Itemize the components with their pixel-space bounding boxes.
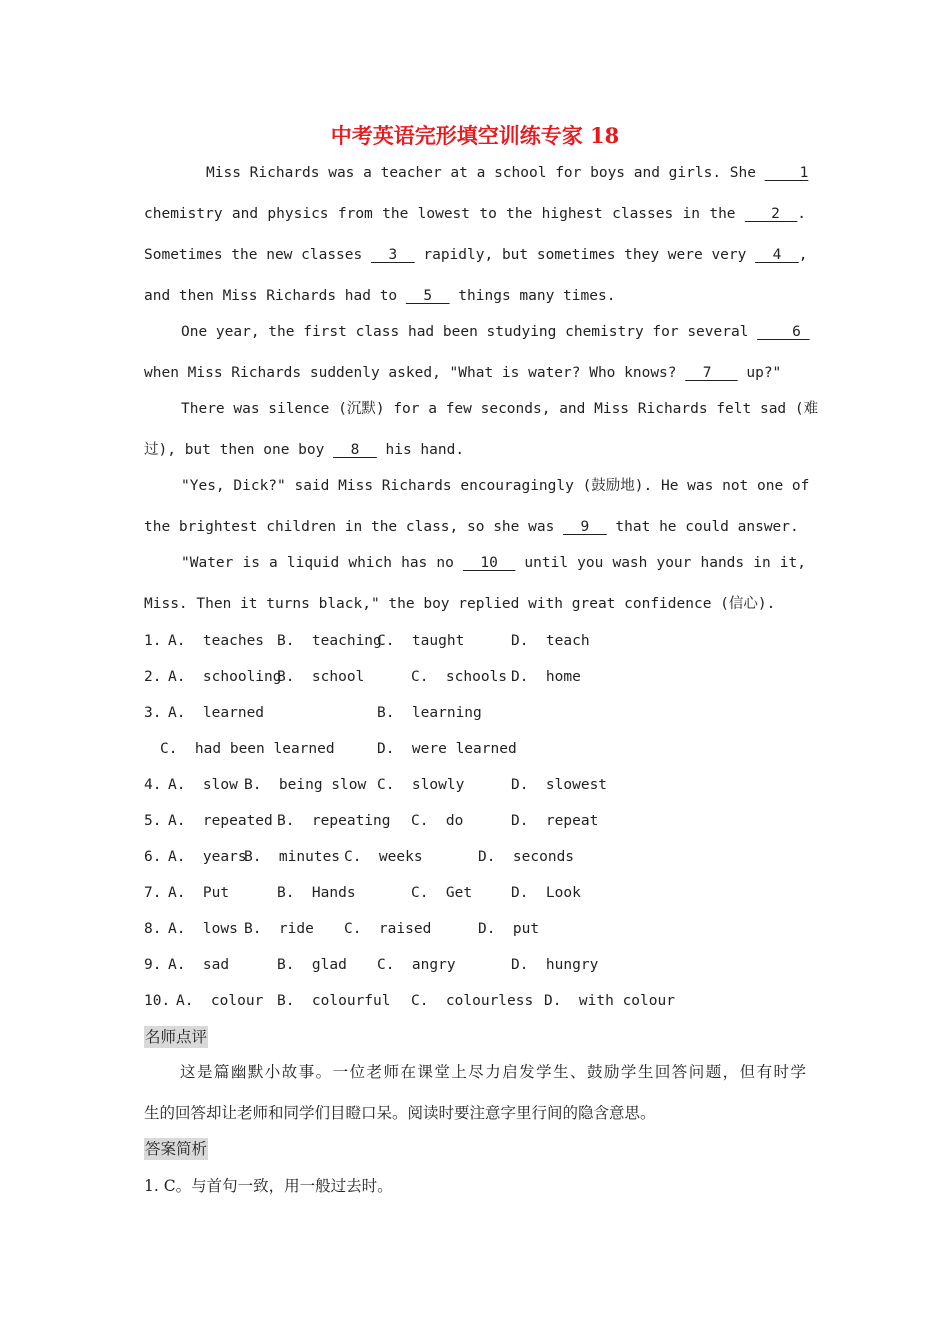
option-c: C. taught bbox=[377, 633, 465, 649]
page-title: 中考英语完形填空训练专家 18 bbox=[330, 123, 620, 148]
option-b: B. minutes bbox=[244, 849, 341, 865]
blank-8: __8__ bbox=[333, 442, 377, 458]
option-d: D. seconds bbox=[478, 849, 575, 865]
option-b: B. learning bbox=[377, 705, 482, 721]
passage-text: . bbox=[797, 206, 806, 222]
option-c: C. Get bbox=[411, 885, 473, 901]
option-row bbox=[144, 666, 844, 688]
question-number: 1. bbox=[144, 633, 162, 649]
option-row bbox=[144, 810, 844, 832]
blank-9: __9__ bbox=[563, 519, 607, 535]
passage-line: Miss. Then it turns black," the boy replied with great confidence (信心). bbox=[144, 596, 776, 612]
passage-line bbox=[181, 552, 806, 574]
option-row bbox=[144, 630, 844, 652]
option-row bbox=[144, 954, 844, 976]
option-a: A. colour bbox=[176, 993, 264, 1009]
option-row bbox=[144, 846, 844, 868]
option-b: B. colourful bbox=[277, 993, 391, 1009]
option-row bbox=[144, 990, 844, 1012]
blank-7: __7___ bbox=[685, 365, 738, 381]
answers-heading: 答案简析 bbox=[145, 1140, 208, 1158]
blank-2: ___2__ bbox=[744, 206, 798, 222]
passage-text: Miss Richards was a teacher at a school for boys and girls. She bbox=[206, 165, 765, 181]
option-a: A. teaches bbox=[168, 633, 265, 649]
option-a: A. Put bbox=[168, 885, 230, 901]
blank-3: __3__ bbox=[370, 247, 415, 263]
option-a: A. learned bbox=[168, 705, 265, 721]
passage-line bbox=[181, 321, 810, 343]
option-d: D. Look bbox=[511, 885, 581, 901]
passage-line bbox=[144, 439, 464, 461]
option-c: C. slowly bbox=[377, 777, 465, 793]
option-a: A. schooling bbox=[168, 669, 282, 685]
passage-text: , bbox=[798, 247, 808, 263]
blank-1: ____1 bbox=[764, 165, 809, 181]
option-b: B. being slow bbox=[244, 777, 367, 793]
option-a: A. years bbox=[168, 849, 247, 865]
option-d: D. hungry bbox=[511, 957, 599, 973]
blank-6: ____6_ bbox=[757, 324, 810, 340]
option-c: C. weeks bbox=[344, 849, 423, 865]
option-a: A. slow bbox=[168, 777, 238, 793]
option-c: C. raised bbox=[344, 921, 432, 937]
option-d: D. with colour bbox=[544, 993, 675, 1009]
passage-text: his hand. bbox=[376, 442, 465, 458]
option-b: B. school bbox=[277, 669, 365, 685]
question-number: 4. bbox=[144, 777, 162, 793]
passage-line bbox=[144, 244, 806, 266]
passage-text: until you wash your hands in it, bbox=[515, 555, 806, 571]
option-b: B. repeating bbox=[277, 813, 391, 829]
passage-text: Sometimes the new classes bbox=[144, 247, 371, 263]
option-d: D. put bbox=[478, 921, 540, 937]
option-a: A. sad bbox=[168, 957, 230, 973]
option-b: B. teaching bbox=[277, 633, 382, 649]
passage-text: rapidly, but sometimes they were very bbox=[414, 247, 756, 263]
passage-line bbox=[144, 203, 806, 225]
passage-line: "Yes, Dick?" said Miss Richards encouragingly (鼓励地). He was not one of bbox=[181, 478, 810, 494]
passage-line bbox=[144, 285, 615, 307]
option-b: B. ride bbox=[244, 921, 314, 937]
passage-line bbox=[144, 362, 781, 384]
passage-line bbox=[144, 516, 799, 538]
passage-text: and then Miss Richards had to bbox=[144, 288, 406, 304]
question-number: 3. bbox=[144, 705, 162, 721]
passage-text: when Miss Richards suddenly asked, "What is water? Who knows? bbox=[144, 365, 686, 381]
passage-text: the brightest children in the class, so she was bbox=[144, 519, 564, 535]
question-number: 10. bbox=[144, 993, 171, 1009]
passage-text: One year, the first class had been studying chemistry for several bbox=[181, 324, 758, 340]
option-row bbox=[144, 774, 844, 796]
passage-text: 过), but then one boy bbox=[144, 442, 334, 458]
comment-text: 这是篇幽默小故事。一位老师在课堂上尽力启发学生、鼓励学生回答问题，但有时学 bbox=[180, 1063, 806, 1081]
question-number: 7. bbox=[144, 885, 162, 901]
option-c: C. schools bbox=[411, 669, 508, 685]
question-number: 2. bbox=[144, 669, 162, 685]
option-c: C. had been learned bbox=[160, 741, 335, 757]
question-number: 9. bbox=[144, 957, 162, 973]
question-number: 5. bbox=[144, 813, 162, 829]
passage-text: up?" bbox=[737, 365, 782, 381]
question-number: 6. bbox=[144, 849, 162, 865]
option-a: A. repeated bbox=[168, 813, 273, 829]
blank-10: __10__ bbox=[462, 555, 516, 571]
option-d: D. home bbox=[511, 669, 581, 685]
passage-text: things many times. bbox=[449, 288, 616, 304]
passage-text: "Water is a liquid which has no bbox=[181, 555, 463, 571]
option-d: D. repeat bbox=[511, 813, 599, 829]
option-c: C. do bbox=[411, 813, 464, 829]
option-b: B. Hands bbox=[277, 885, 356, 901]
option-row bbox=[144, 882, 844, 904]
option-c: C. colourless bbox=[411, 993, 534, 1009]
blank-5: __5__ bbox=[405, 288, 450, 304]
option-d: D. were learned bbox=[377, 741, 517, 757]
option-row bbox=[144, 738, 844, 760]
option-row bbox=[144, 702, 844, 724]
answer-item: 1. C。与首句一致，用一般过去时。 bbox=[144, 1177, 393, 1195]
question-number: 8. bbox=[144, 921, 162, 937]
option-row bbox=[144, 918, 844, 940]
passage-line bbox=[206, 162, 809, 184]
passage-line: There was silence (沉默) for a few seconds, and Miss Richards felt sad (难 bbox=[181, 401, 819, 417]
option-d: D. slowest bbox=[511, 777, 608, 793]
comment-heading: 名师点评 bbox=[145, 1028, 208, 1046]
option-b: B. glad bbox=[277, 957, 347, 973]
passage-text: that he could answer. bbox=[606, 519, 799, 535]
passage-text: chemistry and physics from the lowest to the highest classes in the bbox=[144, 206, 745, 222]
comment-text: 生的回答却让老师和同学们目瞪口呆。阅读时要注意字里行间的隐含意思。 bbox=[144, 1104, 656, 1122]
option-c: C. angry bbox=[377, 957, 456, 973]
option-d: D. teach bbox=[511, 633, 590, 649]
blank-4: __4__ bbox=[755, 247, 799, 263]
option-a: A. lows bbox=[168, 921, 238, 937]
